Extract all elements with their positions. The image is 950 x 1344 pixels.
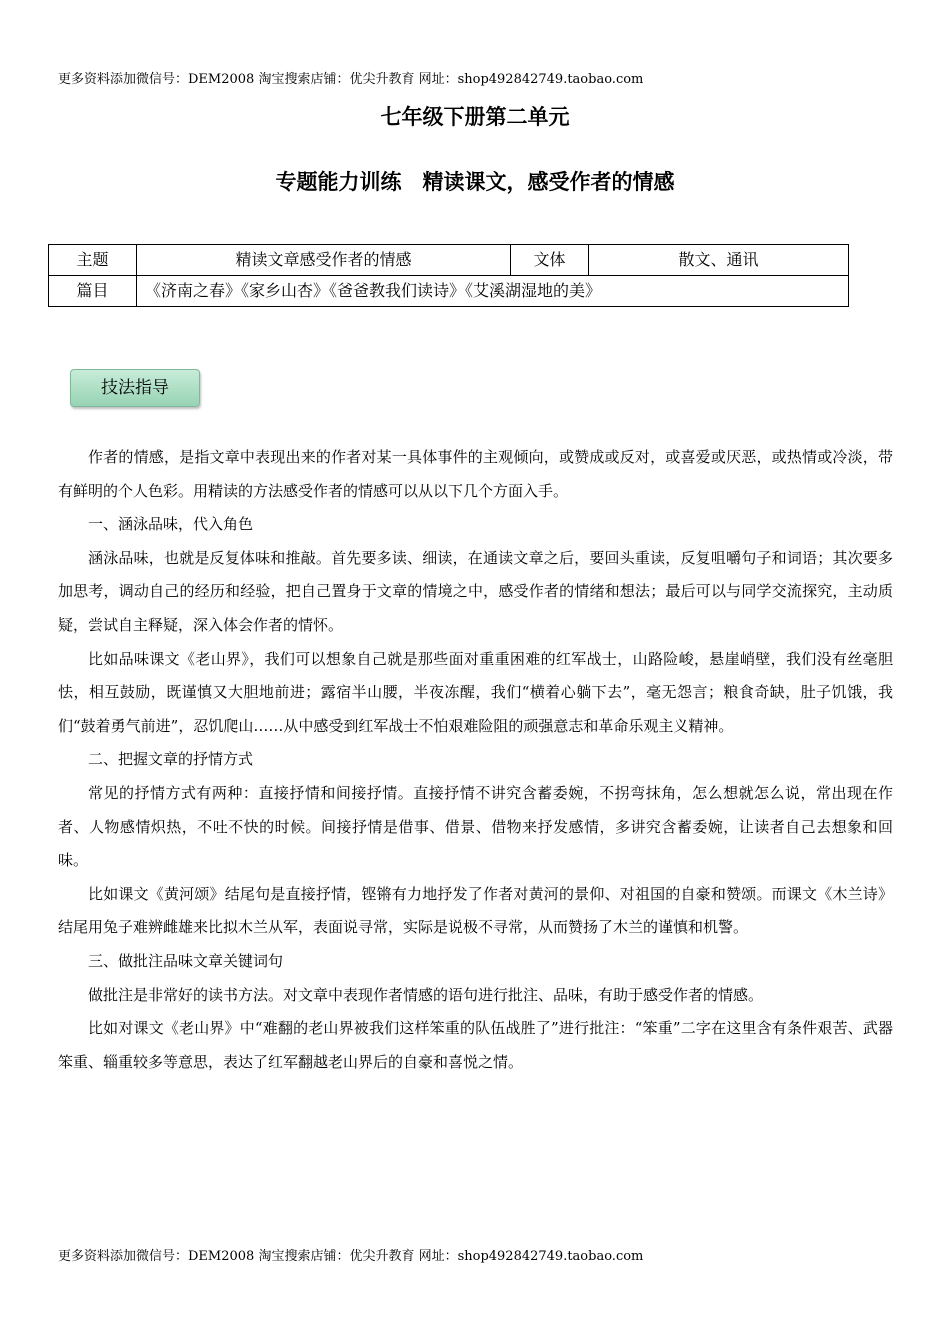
articles-value: 《济南之春》《家乡山杏》《爸爸教我们读诗》《艾溪湖湿地的美》 [137,276,849,307]
theme-label: 主题 [49,245,137,276]
paragraph: 涵泳品味，也就是反复体味和推敲。首先要多读、细读，在通读文章之后，要回头重读，反复咀嚼句子和词语；其次要多加思考，调动自己的经历和经验，把自己置身于文章的情境之中，感受作者的情绪和想法；最后可以与同学交流探究，主动质疑，尝试自主释疑，深入体会作者的情怀。 [58,548,893,634]
genre-label: 文体 [511,245,589,276]
table-row [49,276,849,307]
genre-value: 散文、通讯 [589,245,849,276]
info-table [48,244,849,307]
paragraph: 比如对课文《老山界》中“难翻的老山界被我们这样笨重的队伍战胜了”进行批注：“笨重”二字在这里含有条件艰苦、武器笨重、辎重较多等意思，表达了红军翻越老山界后的自豪和喜悦之情。 [58,1019,893,1071]
page-footer: 更多资料添加微信号：DEM2008 淘宝搜索店铺：优尖升教育 网址：shop492842749.taobao.com [58,1249,644,1264]
theme-value: 精读文章感受作者的情感 [137,245,511,276]
page-title: 七年级下册第二单元 [380,104,570,129]
section-heading: 三、做批注品味文章关键词句 [88,951,284,970]
section-heading: 二、把握文章的抒情方式 [88,750,254,769]
page-subtitle: 专题能力训练 精读课文，感受作者的情感 [275,169,675,194]
paragraph: 做批注是非常好的读书方法。对文章中表现作者情感的语句进行批注、品味，有助于感受作者的情感。 [88,985,764,1004]
technique-guide-button[interactable]: 技法指导 [70,369,200,407]
paragraph: 比如课文《黄河颂》结尾句是直接抒情，铿锵有力地抒发了作者对黄河的景仰、对祖国的自豪和赞颂。而课文《木兰诗》结尾用兔子难辨雌雄来比拟木兰从军，表面说寻常，实际是说极不寻常，从而赞扬了木兰的谨慎和机警。 [58,884,893,937]
paragraph: 常见的抒情方式有两种：直接抒情和间接抒情。直接抒情不讲究含蓄委婉，不拐弯抹角，怎么想就怎么说，常出现在作者、人物感情炽热，不吐不快的时候。间接抒情是借事、借景、借物来抒发感情，多讲究含蓄委婉，让读者自己去想象和回味。 [58,783,893,870]
main-content [58,441,893,1079]
page-header: 更多资料添加微信号：DEM2008 淘宝搜索店铺：优尖升教育 网址：shop492842749.taobao.com [58,72,644,87]
paragraph: 比如品味课文《老山界》，我们可以想象自己就是那些面对重重困难的红军战士，山路险峻，悬崖峭壁，我们没有丝毫胆怯，相互鼓励，既谨慎又大胆地前进；露宿半山腰，半夜冻醒，我们“横着心躺下去”，毫无怨言；粮食奇缺，肚子饥饿，我们“鼓着勇气前进”，忍饥爬山……从中感受到红军战士不怕艰难险阻的顽强意志和革命乐观主义精神。 [58,649,893,735]
articles-label: 篇目 [49,276,137,307]
paragraph: 作者的情感，是指文章中表现出来的作者对某一具体事件的主观倾向，或赞成或反对，或喜爱或厌恶，或热情或冷淡，带有鲜明的个人色彩。用精读的方法感受作者的情感可以从以下几个方面入手。 [58,448,893,500]
table-row [49,245,849,276]
section-heading: 一、涵泳品味，代入角色 [88,515,254,534]
